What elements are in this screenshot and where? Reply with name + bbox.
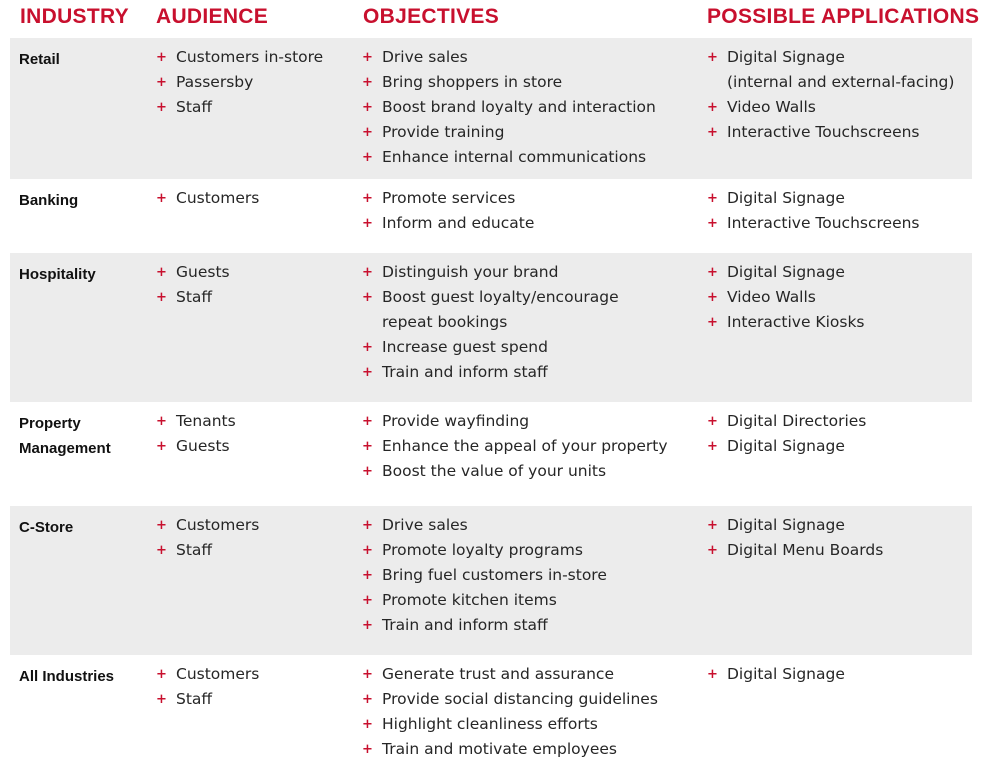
- applications-item: [707, 513, 883, 538]
- applications-item-text: Digital Signage: [727, 189, 845, 207]
- table-row: [10, 38, 972, 179]
- objectives-item: [362, 538, 607, 563]
- audience-item: [156, 513, 259, 538]
- plus-bullet-icon: +: [362, 518, 373, 533]
- applications-item-text: Digital Directories: [727, 412, 867, 430]
- plus-bullet-icon: +: [362, 568, 373, 583]
- audience-item-text: Staff: [176, 98, 213, 116]
- plus-bullet-icon: +: [156, 50, 167, 65]
- plus-bullet-icon: +: [707, 50, 718, 65]
- applications-item: [707, 211, 920, 236]
- applications-item-text: Interactive Kiosks: [727, 313, 865, 331]
- applications-item: [707, 260, 865, 285]
- plus-bullet-icon: +: [362, 742, 373, 757]
- table-row: [10, 253, 972, 402]
- industry-name-line: Retail: [19, 51, 60, 68]
- applications-item-text: Digital Signage: [727, 437, 845, 455]
- audience-item: [156, 538, 259, 563]
- audience-item-text: Tenants: [176, 412, 236, 430]
- applications-item-text: Digital Signage: [727, 48, 845, 66]
- applications-list: [707, 513, 883, 563]
- plus-bullet-icon: +: [156, 100, 167, 115]
- plus-bullet-icon: +: [156, 518, 167, 533]
- audience-item: [156, 409, 236, 434]
- objectives-list: [362, 260, 619, 385]
- objectives-item: [362, 459, 668, 484]
- plus-bullet-icon: +: [707, 667, 718, 682]
- plus-bullet-icon: +: [362, 191, 373, 206]
- plus-bullet-icon: +: [156, 75, 167, 90]
- objectives-item-text: Generate trust and assurance: [382, 665, 614, 683]
- applications-item-text: Video Walls: [727, 98, 816, 116]
- audience-list: [156, 662, 259, 712]
- objectives-item: [362, 737, 658, 762]
- audience-item-text: Guests: [176, 437, 230, 455]
- audience-item: [156, 285, 230, 310]
- objectives-item-text: Drive sales: [382, 516, 468, 534]
- plus-bullet-icon: +: [156, 667, 167, 682]
- objectives-item-text: Boost brand loyalty and interaction: [382, 98, 656, 116]
- header-objectives: OBJECTIVES: [363, 5, 500, 28]
- audience-item-text: Customers: [176, 665, 260, 683]
- objectives-list: [362, 662, 658, 762]
- applications-item: [707, 310, 865, 335]
- objectives-item-text: Provide social distancing guidelines: [382, 690, 658, 708]
- plus-bullet-icon: +: [156, 439, 167, 454]
- objectives-item: [362, 588, 607, 613]
- applications-item-text: Digital Signage: [727, 263, 845, 281]
- header-industry: INDUSTRY: [20, 5, 129, 28]
- objectives-item-text: Enhance internal communications: [382, 148, 647, 166]
- table-row: [10, 655, 972, 781]
- objectives-list: [362, 45, 656, 170]
- objectives-item-text: Bring shoppers in store: [382, 73, 563, 91]
- plus-bullet-icon: +: [707, 125, 718, 140]
- applications-item-text: Interactive Touchscreens: [727, 214, 920, 232]
- objectives-item: [362, 434, 668, 459]
- objectives-item: [362, 120, 656, 145]
- plus-bullet-icon: +: [362, 290, 373, 305]
- plus-bullet-icon: +: [362, 340, 373, 355]
- applications-item-text: Digital Signage: [727, 665, 845, 683]
- audience-item: [156, 70, 323, 95]
- objectives-item: [362, 563, 607, 588]
- plus-bullet-icon: +: [707, 543, 718, 558]
- plus-bullet-icon: +: [362, 265, 373, 280]
- objectives-item-text: Distinguish your brand: [382, 263, 559, 281]
- table-row: [10, 506, 972, 655]
- objectives-item: [362, 285, 619, 335]
- plus-bullet-icon: +: [707, 315, 718, 330]
- plus-bullet-icon: +: [156, 543, 167, 558]
- audience-item-text: Staff: [176, 288, 213, 306]
- plus-bullet-icon: +: [707, 191, 718, 206]
- objectives-item: [362, 45, 656, 70]
- plus-bullet-icon: +: [156, 290, 167, 305]
- plus-bullet-icon: +: [362, 717, 373, 732]
- objectives-item: [362, 335, 619, 360]
- objectives-item: [362, 70, 656, 95]
- table-header: [0, 0, 1000, 38]
- plus-bullet-icon: +: [156, 265, 167, 280]
- applications-item: [707, 95, 954, 120]
- plus-bullet-icon: +: [362, 150, 373, 165]
- header-applications: POSSIBLE APPLICATIONS: [707, 5, 980, 28]
- objectives-list: [362, 409, 668, 484]
- applications-item: [707, 662, 845, 687]
- plus-bullet-icon: +: [362, 667, 373, 682]
- objectives-item-text: Inform and educate: [382, 214, 535, 232]
- applications-item: [707, 186, 920, 211]
- audience-list: [156, 45, 323, 120]
- audience-list: [156, 186, 259, 211]
- plus-bullet-icon: +: [707, 518, 718, 533]
- table-row: [10, 402, 972, 506]
- industry-name: [19, 188, 139, 213]
- applications-item-text: Interactive Touchscreens: [727, 123, 920, 141]
- applications-item-text: Digital Menu Boards: [727, 541, 884, 559]
- plus-bullet-icon: +: [156, 414, 167, 429]
- applications-item: [707, 434, 866, 459]
- applications-item: [707, 538, 883, 563]
- objectives-item: [362, 662, 658, 687]
- industry-name: [19, 262, 139, 287]
- applications-item: [707, 409, 866, 434]
- plus-bullet-icon: +: [707, 100, 718, 115]
- objectives-item-text: Provide wayfinding: [382, 412, 530, 430]
- industry-name-line: All Industries: [19, 668, 115, 685]
- objectives-item-text: Boost guest loyalty/encourage: [382, 288, 619, 306]
- audience-item: [156, 260, 230, 285]
- objectives-item-text: Train and inform staff: [382, 616, 548, 634]
- applications-item: [707, 285, 865, 310]
- objectives-item: [362, 360, 619, 385]
- objectives-item: [362, 260, 619, 285]
- plus-bullet-icon: +: [707, 290, 718, 305]
- applications-list: [707, 409, 866, 459]
- table-row: [10, 179, 972, 253]
- plus-bullet-icon: +: [362, 100, 373, 115]
- industry-name: [19, 411, 139, 461]
- plus-bullet-icon: +: [707, 216, 718, 231]
- plus-bullet-icon: +: [156, 191, 167, 206]
- plus-bullet-icon: +: [707, 265, 718, 280]
- objectives-item-text: Promote kitchen items: [382, 591, 557, 609]
- objectives-list: [362, 186, 534, 236]
- plus-bullet-icon: +: [362, 125, 373, 140]
- audience-list: [156, 513, 259, 563]
- audience-item-text: Staff: [176, 541, 213, 559]
- industry-name-line: Hospitality: [19, 266, 96, 283]
- objectives-list: [362, 513, 607, 638]
- plus-bullet-icon: +: [362, 50, 373, 65]
- plus-bullet-icon: +: [362, 692, 373, 707]
- plus-bullet-icon: +: [362, 365, 373, 380]
- objectives-item-text: Train and inform staff: [382, 363, 548, 381]
- objectives-item: [362, 409, 668, 434]
- objectives-item: [362, 211, 534, 236]
- applications-item-text: (internal and external-facing): [727, 73, 955, 91]
- audience-list: [156, 409, 236, 459]
- objectives-item-text: Boost the value of your units: [382, 462, 607, 480]
- applications-list: [707, 186, 920, 236]
- plus-bullet-icon: +: [362, 543, 373, 558]
- objectives-item-text: Train and motivate employees: [382, 740, 617, 758]
- plus-bullet-icon: +: [362, 593, 373, 608]
- objectives-item: [362, 95, 656, 120]
- objectives-item-text: Increase guest spend: [382, 338, 548, 356]
- audience-item: [156, 662, 259, 687]
- plus-bullet-icon: +: [362, 414, 373, 429]
- plus-bullet-icon: +: [362, 464, 373, 479]
- applications-item-text: Digital Signage: [727, 516, 845, 534]
- industry-name: [19, 47, 139, 72]
- applications-list: [707, 662, 845, 687]
- plus-bullet-icon: +: [707, 439, 718, 454]
- audience-item-text: Customers in-store: [176, 48, 324, 66]
- objectives-item: [362, 513, 607, 538]
- plus-bullet-icon: +: [362, 439, 373, 454]
- industry-name-line: Property: [19, 415, 81, 432]
- plus-bullet-icon: +: [362, 618, 373, 633]
- objectives-item-text: Highlight cleanliness efforts: [382, 715, 598, 733]
- objectives-item-text: repeat bookings: [382, 313, 508, 331]
- audience-item: [156, 45, 323, 70]
- audience-item: [156, 687, 259, 712]
- plus-bullet-icon: +: [362, 75, 373, 90]
- audience-item-text: Customers: [176, 189, 260, 207]
- audience-list: [156, 260, 230, 310]
- applications-list: [707, 260, 865, 335]
- audience-item: [156, 186, 259, 211]
- objectives-item-text: Promote loyalty programs: [382, 541, 583, 559]
- audience-item-text: Guests: [176, 263, 230, 281]
- plus-bullet-icon: +: [707, 414, 718, 429]
- header-audience: AUDIENCE: [156, 5, 269, 28]
- industry-name: [19, 515, 139, 540]
- audience-item: [156, 95, 323, 120]
- objectives-item: [362, 613, 607, 638]
- applications-item-text: Video Walls: [727, 288, 816, 306]
- objectives-item: [362, 687, 658, 712]
- objectives-item: [362, 145, 656, 170]
- objectives-item-text: Bring fuel customers in-store: [382, 566, 607, 584]
- objectives-item: [362, 712, 658, 737]
- industry-name: [19, 664, 139, 689]
- audience-item-text: Customers: [176, 516, 260, 534]
- objectives-item-text: Promote services: [382, 189, 516, 207]
- applications-list: [707, 45, 954, 145]
- objectives-item: [362, 186, 534, 211]
- plus-bullet-icon: +: [362, 216, 373, 231]
- industry-name-line: C-Store: [19, 519, 74, 536]
- industry-name-line: Management: [19, 440, 111, 457]
- audience-item-text: Passersby: [176, 73, 254, 91]
- objectives-item-text: Provide training: [382, 123, 505, 141]
- industry-name-line: Banking: [19, 192, 79, 209]
- audience-item-text: Staff: [176, 690, 213, 708]
- applications-item: [707, 120, 954, 145]
- objectives-item-text: Drive sales: [382, 48, 468, 66]
- applications-item: [707, 45, 954, 95]
- audience-item: [156, 434, 236, 459]
- objectives-item-text: Enhance the appeal of your property: [382, 437, 668, 455]
- plus-bullet-icon: +: [156, 692, 167, 707]
